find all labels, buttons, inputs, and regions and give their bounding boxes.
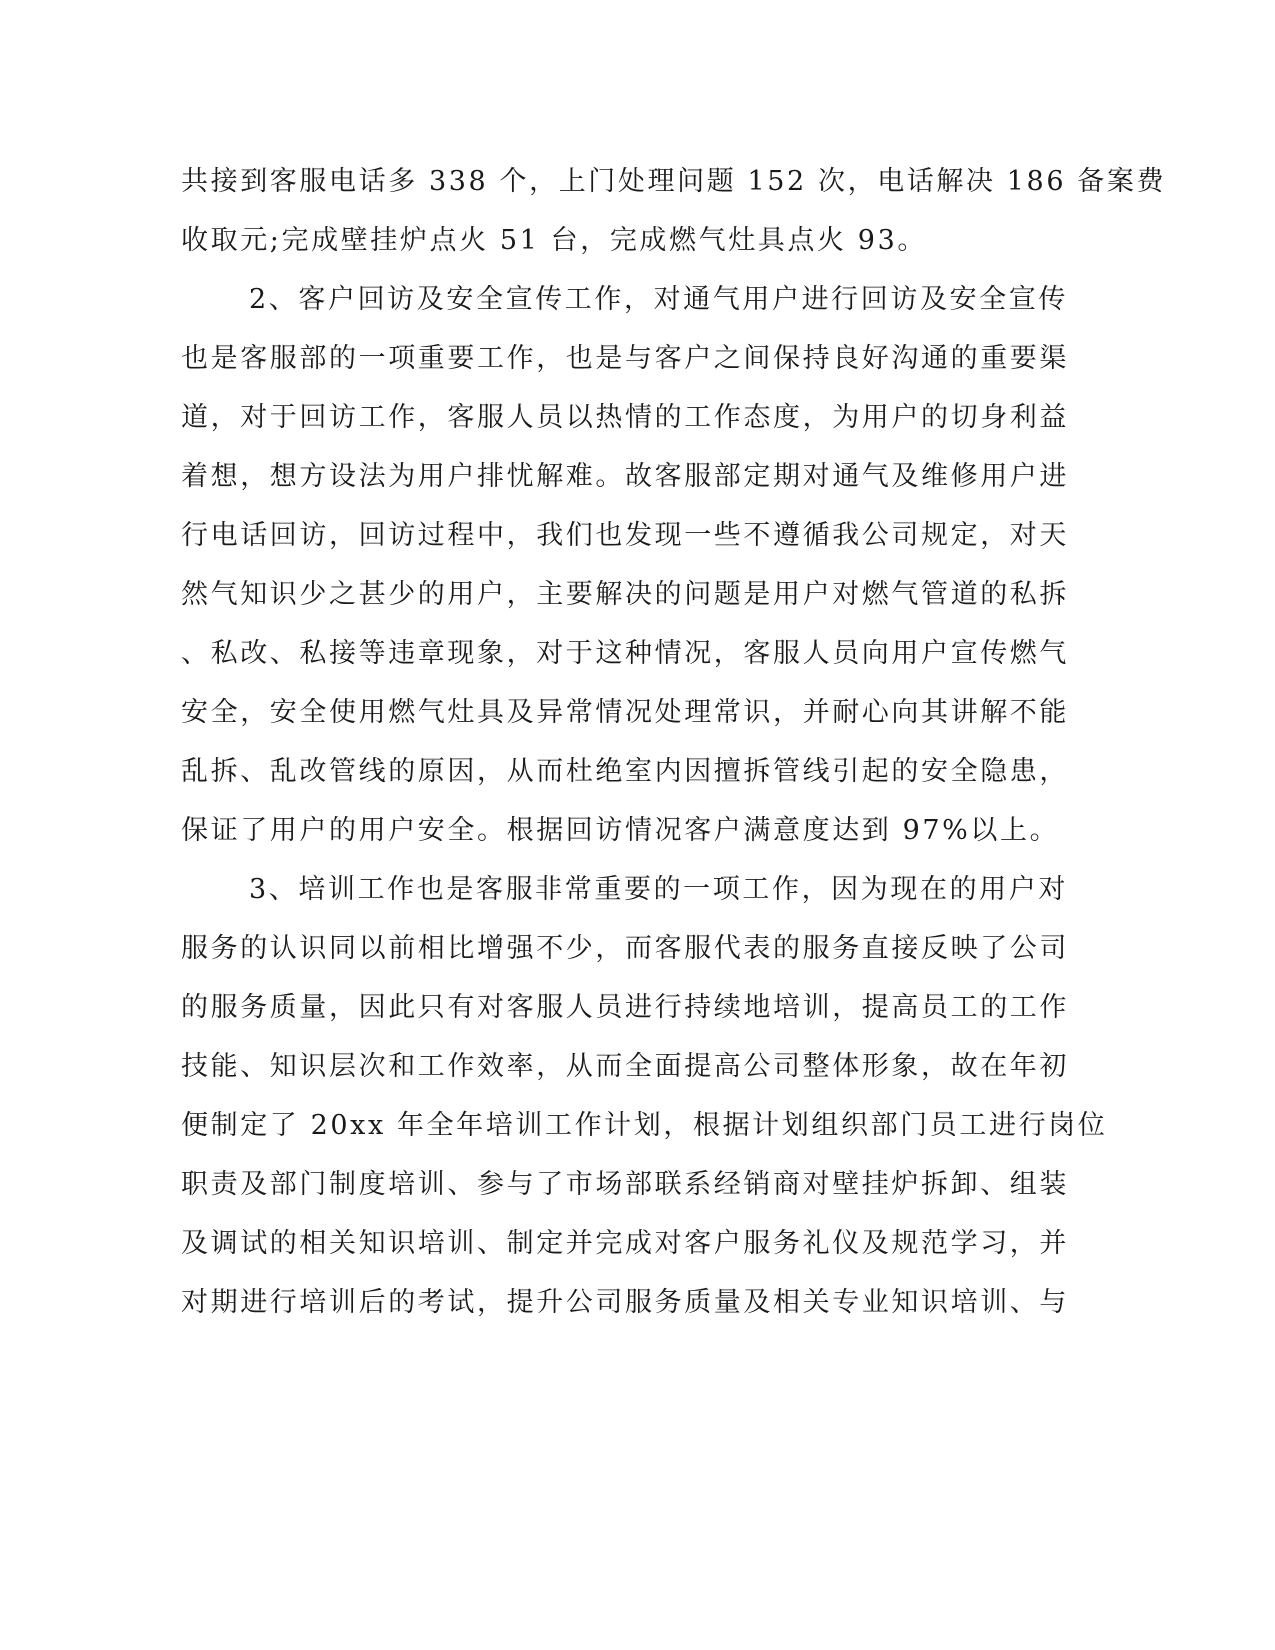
text-line: 收取元;完成壁挂炉点火 51 台，完成燃气灶具点火 93。 bbox=[181, 225, 927, 256]
text-line: 然气知识少之甚少的用户，主要解决的问题是用户对燃气管道的私拆 bbox=[181, 579, 1069, 610]
text-line: 乱拆、乱改管线的原因，从而杜绝室内因擅拆管线引起的安全隐患， bbox=[181, 756, 1069, 787]
text-line: 对期进行培训后的考试，提升公司服务质量及相关专业知识培训、与 bbox=[181, 1287, 1069, 1318]
text-line: 保证了用户的用户安全。根据回访情况客户满意度达到 97%以上。 bbox=[181, 815, 1060, 846]
paragraph-1 bbox=[181, 158, 1167, 276]
text-line: 便制定了 20xx 年全年培训工作计划，根据计划组织部门员工进行岗位 bbox=[181, 1110, 1108, 1141]
text-line: 的服务质量，因此只有对客服人员进行持续地培训，提高员工的工作 bbox=[181, 992, 1069, 1023]
text-line: 技能、知识层次和工作效率，从而全面提高公司整体形象，故在年初 bbox=[181, 1051, 1069, 1082]
text-line: 安全，安全使用燃气灶具及异常情况处理常识，并耐心向其讲解不能 bbox=[181, 697, 1069, 728]
paragraph-3 bbox=[181, 866, 1108, 1338]
text-line: 及调试的相关知识培训、制定并完成对客户服务礼仪及规范学习，并 bbox=[181, 1228, 1069, 1259]
text-line: 2、客户回访及安全宣传工作，对通气用户进行回访及安全宣传 bbox=[249, 284, 1068, 315]
body-text bbox=[181, 158, 1167, 1338]
text-line: 、私改、私接等违章现象，对于这种情况，客服人员向用户宣传燃气 bbox=[181, 638, 1069, 669]
text-line: 3、培训工作也是客服非常重要的一项工作，因为现在的用户对 bbox=[249, 874, 1068, 905]
text-line: 行电话回访，回访过程中，我们也发现一些不遵循我公司规定，对天 bbox=[181, 520, 1069, 551]
paragraph-2 bbox=[181, 276, 1069, 866]
text-line: 职责及部门制度培训、参与了市场部联系经销商对壁挂炉拆卸、组装 bbox=[181, 1169, 1069, 1200]
text-line: 也是客服部的一项重要工作，也是与客户之间保持良好沟通的重要渠 bbox=[181, 343, 1069, 374]
text-line: 道，对于回访工作，客服人员以热情的工作态度，为用户的切身利益 bbox=[181, 402, 1069, 433]
text-line: 服务的认识同以前相比增强不少，而客服代表的服务直接反映了公司 bbox=[181, 933, 1069, 964]
text-line: 着想，想方设法为用户排忧解难。故客服部定期对通气及维修用户进 bbox=[181, 461, 1069, 492]
text-line: 共接到客服电话多 338 个，上门处理问题 152 次，电话解决 186 备案费 bbox=[181, 166, 1167, 197]
